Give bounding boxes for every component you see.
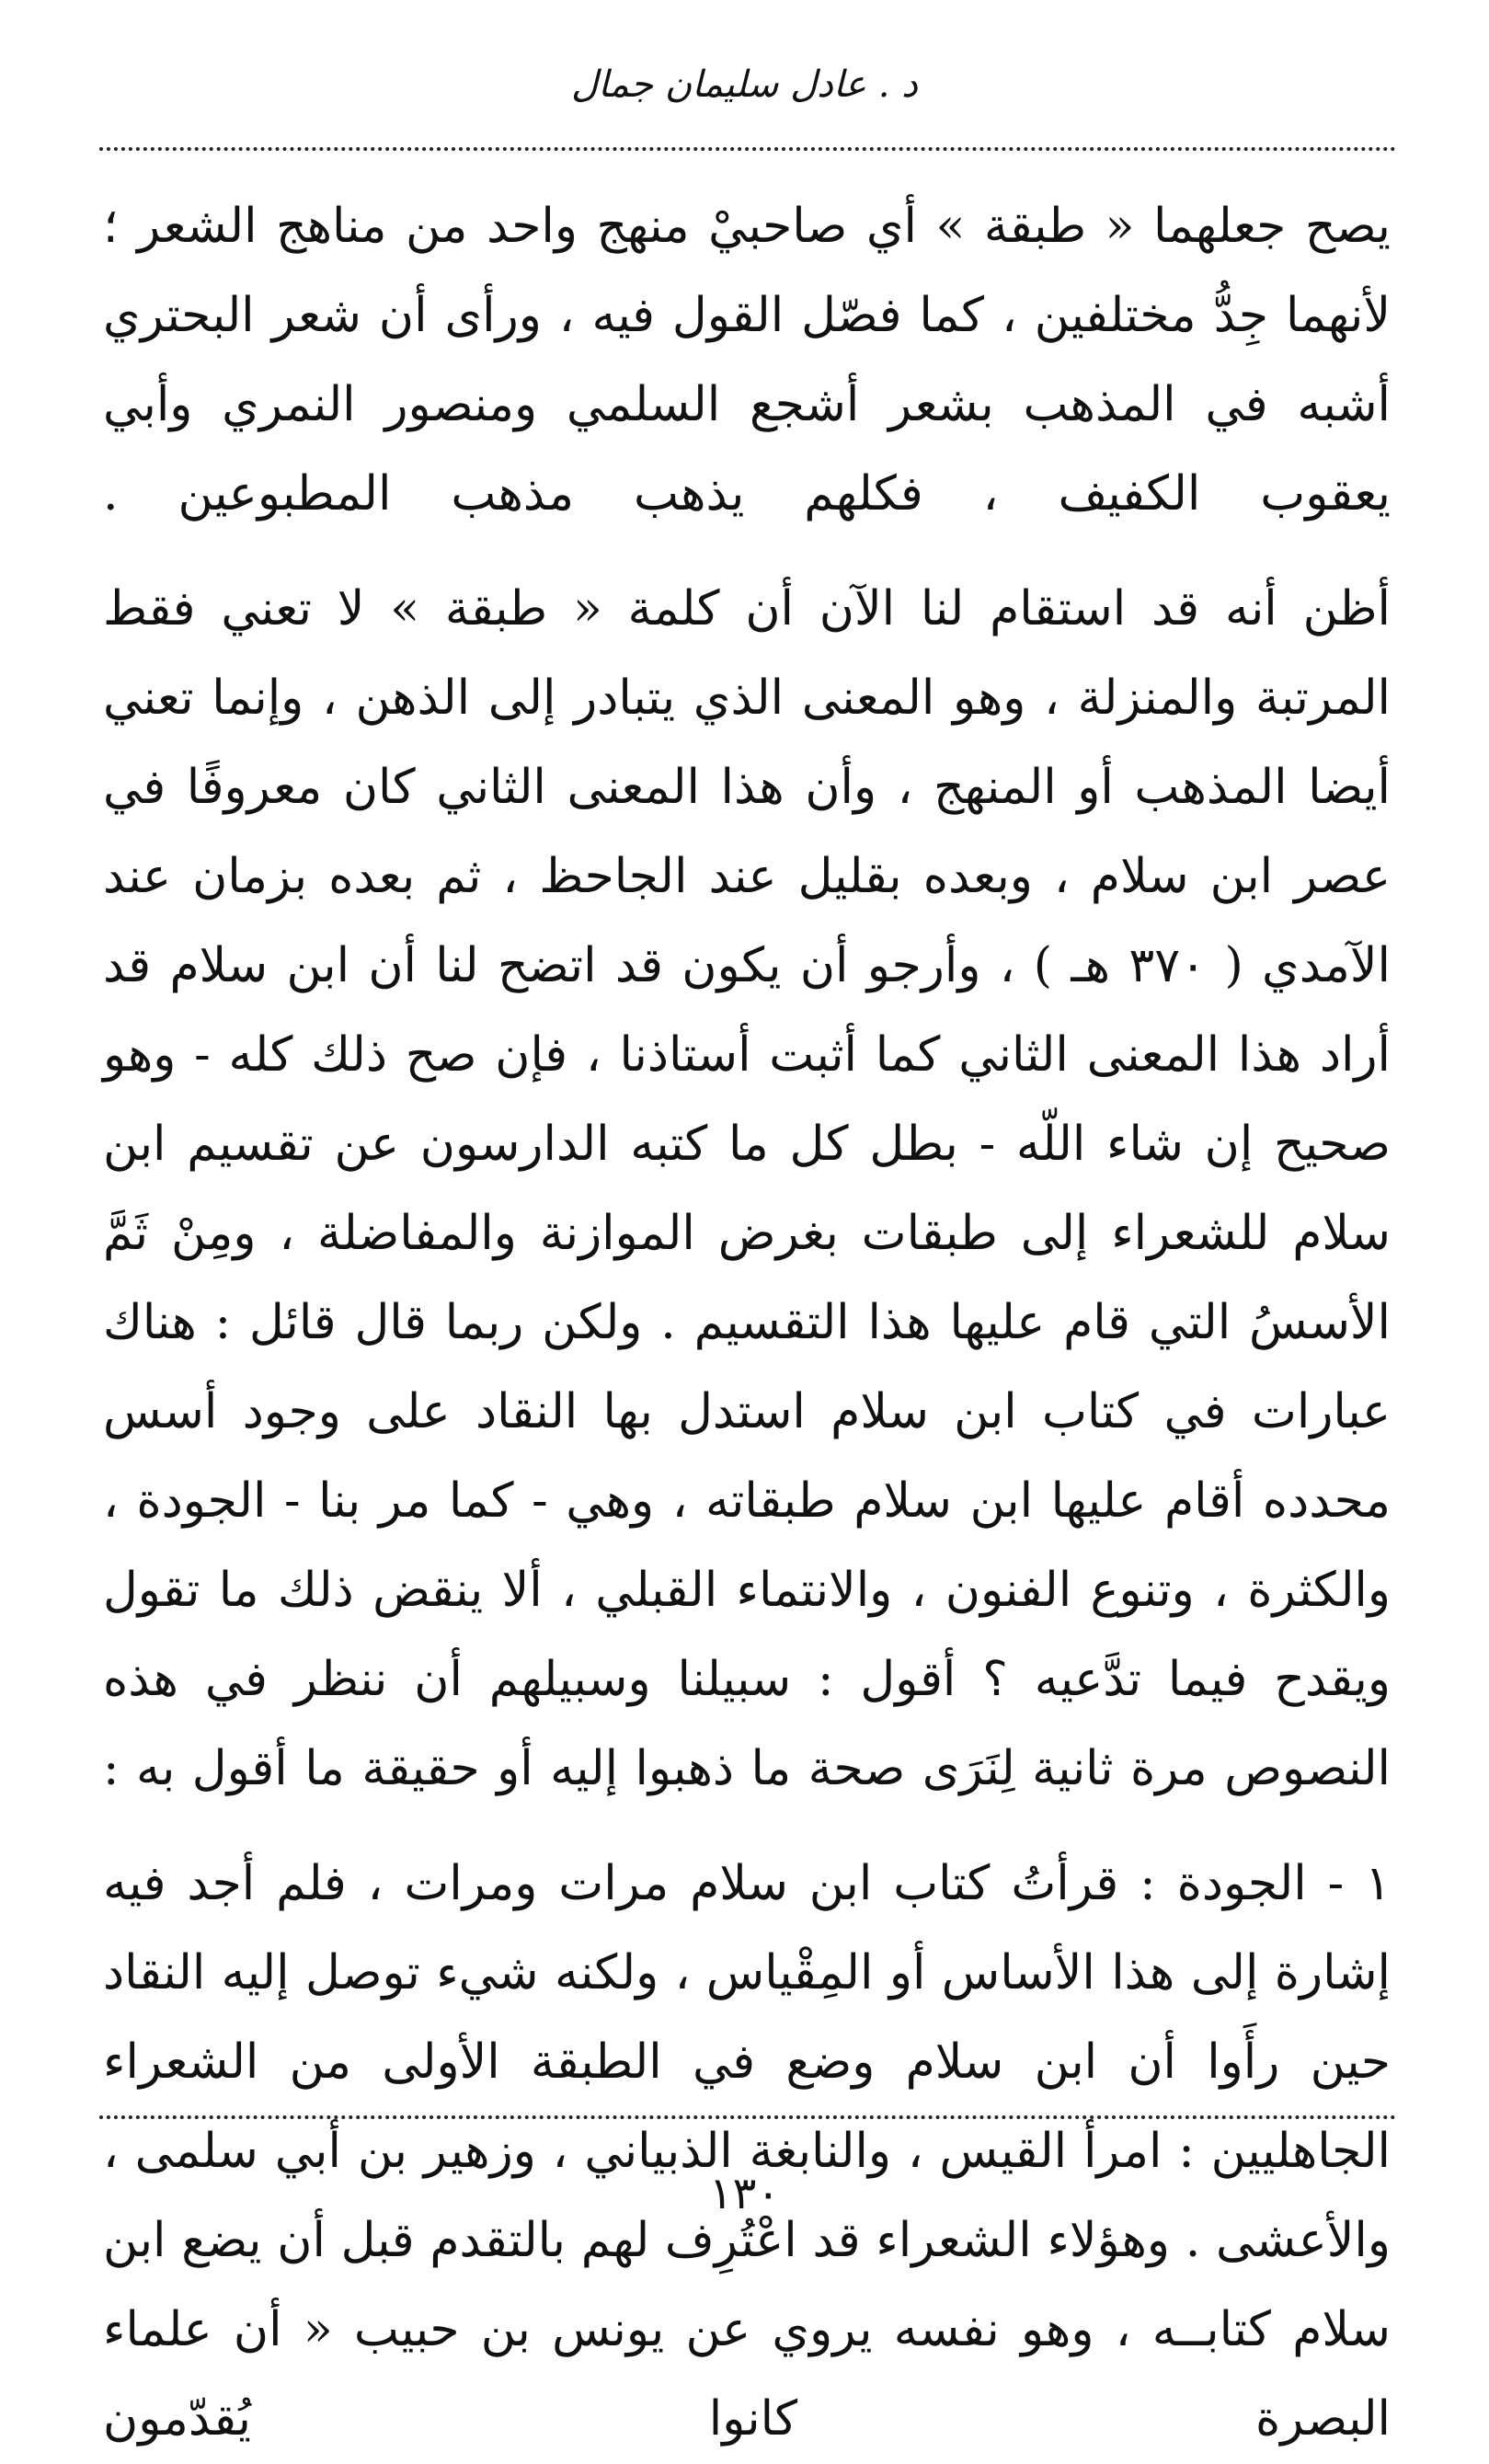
paragraph-1: يصح جعلهما « طبقة » أي صاحبيْ منهج واحد من مناهج الشعر ؛ لأنهما جِدُّ مختلفين ، كما فصّل القول فيه ، ورأى أن شعر البحتري أشبه في المذهب بشعر أشجع السلمي ومنصور النمري وأبي يعقوب الكفيف ، فكلهم يذهب مذهب المطبوعين .	[103, 199, 1391, 521]
header-divider	[99, 147, 1396, 151]
running-head-author: د . عادل سليمان جمال	[571, 63, 918, 106]
page-number: ١٣٠	[708, 2168, 781, 2219]
body-text	[103, 182, 1391, 2464]
paragraph-3: ١ - الجودة : قرأتُ كتاب ابن سلام مرات ومرات ، فلم أجد فيه إشارة إلى هذا الأساس أو المِقْياس ، ولكنه شيء توصل إليه النقاد حين رأَوا أن ابن سلام وضع في الطبقة الأولى من الشعراء الجاهليين : امرأ القيس ، والنابغة الذبياني ، وزهير بن أبي سلمى ، والأعشى . وهؤلاء الشعراء قد اعْتُرِف لهم بالتقدم قبل أن يضع ابن سلام كتابــه ، وهو نفسه يروي عن يونس بن حبيب « أن علماء البصرة كانوا يُقدّمون	[103, 1856, 1391, 2447]
paragraph-2: أظن أنه قد استقام لنا الآن أن كلمة « طبقة » لا تعني فقط المرتبة والمنزلة ، وهو المعنى الذي يتبادر إلى الذهن ، وإنما تعني أيضا المذهب أو المنهج ، وأن هذا المعنى الثاني كان معروفًا في عصر ابن سلام ، وبعده بقليل عند الجاحظ ، ثم بعده بزمان عند الآمدي ( ٣٧٠ هـ ) ، وأرجو أن يكون قد اتضح لنا أن ابن سلام قد أراد هذا المعنى الثاني كما أثبت أستاذنا ، فإن صح ذلك كله - وهو صحيح إن شاء اللّه - بطل كل ما كتبه الدارسون عن تقسيم ابن سلام للشعراء إلى طبقات بغرض الموازنة والمفاضلة ، ومِنْ ثَمَّ الأسسُ التي قام عليها هذا التقسيم . ولكن ربما قال قائل : هناك عبارات في كتاب ابن سلام استدل بها النقاد على وجود أسس محدده أقام عليها ابن سلام طبقاته ، وهي - كما مر بنا - الجودة ، والكثرة ، وتنوع الفنون ، والانتماء القبلي ، ألا ينقض ذلك ما تقول ويقدح فيما تدَّعيه ؟ أقول : سبيلنا وسبيلهم أن ننظر في هذه النصوص مرة ثانية لِنَرَى صحة ما ذهبوا إليه أو حقيقة ما أقول به :	[103, 581, 1391, 1796]
footer-divider	[99, 2115, 1396, 2119]
